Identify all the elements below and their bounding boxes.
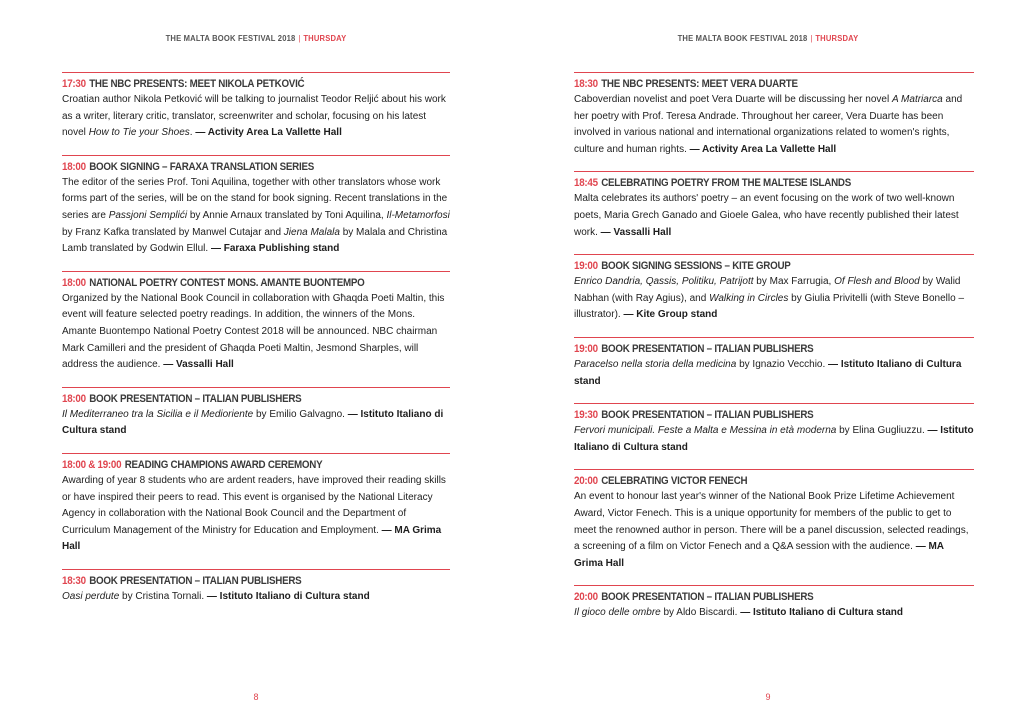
event-title: BOOK PRESENTATION – ITALIAN PUBLISHERS [601,409,814,422]
festival-title: THE MALTA BOOK FESTIVAL 2018 [165,34,296,43]
event-entry [574,403,974,456]
event-time: 19:00 [574,342,598,355]
book-title: Il-Metamorfosi [386,209,450,221]
event-title: BOOK PRESENTATION – ITALIAN PUBLISHERS [601,342,814,355]
event-entry [574,337,974,390]
event-description [574,357,974,390]
event-description [574,92,974,158]
event-heading [574,77,918,92]
event-venue: — Istituto Italiano di Cultura stand [206,590,370,602]
description-text: Awarding of year 8 students who are ardent readers, have improved their reading skills or have inspired their peers to read. This event is organised by the National Literacy Agency in collaboration with the National Book Council and the Department of Curriculum Management of the Ministry for Education and Employment. [62,474,446,536]
description-text: by Giulia Privitelli (with Steve Bonello – illustrator). [574,292,965,321]
event-venue: — Istituto Italiano di Cultura stand [574,425,974,453]
event-time: 18:00 [62,392,86,405]
event-description [574,605,974,622]
event-description [574,489,974,572]
event-list [574,72,974,635]
event-description [574,423,974,456]
book-title: Oasi perdute [62,590,120,602]
description-text: by Aldo Biscardi. [660,607,741,619]
book-title: Jiena Malala [283,226,340,238]
event-heading [574,590,918,605]
event-title: BOOK PRESENTATION – ITALIAN PUBLISHERS [89,392,302,405]
event-description [62,407,450,440]
event-entry [574,469,974,572]
description-text: by Malala and Christina Lamb translated by Godwin Ellul. [62,226,448,255]
book-title: Paracelso nella storia della medicina [574,358,737,370]
event-entry [574,254,974,324]
event-venue: — Activity Area La Vallette Hall [195,127,342,139]
event-heading [574,474,918,489]
event-venue: — Activity Area La Vallette Hall [689,143,837,155]
event-heading [62,458,396,473]
description-text: The editor of the series Prof. Toni Aquilina, together with other translators whose work forms part of the series, will be on the stand for book signing. Recent translations in the series are [62,176,448,221]
event-time: 18:00 [62,276,86,289]
event-time: 18:45 [574,177,598,190]
description-text: An event to honour last year's winner of the National Book Prize Lifetime Achievement Award, Victor Fenech. This is a unique opportunity for members of the public to get to meet the renowned author in person. There will be a panel discussion, selected readings, a screening of a film on Victor Fenech and a Q&A session with the audience. [574,491,969,553]
event-description [574,274,974,324]
book-title: How to Tie your Shoes [88,127,190,139]
description-text: by Max Farrugia, [753,276,835,288]
book-title: Il gioco delle ombre [574,607,661,619]
event-venue: — Istituto Italiano di Cultura stand [574,358,962,387]
header-day: THURSDAY [815,34,859,43]
book-title: Walking in Circles [709,292,789,304]
running-head [13,34,499,43]
description-text: by Elina Gugliuzzu. [836,425,928,437]
event-venue: — Vassalli Hall [600,226,672,238]
event-time: 20:00 [574,591,598,604]
event-heading [574,342,918,357]
page-number: 8 [253,692,259,702]
event-time: 18:30 [62,574,86,587]
event-description [574,191,974,241]
festival-title: THE MALTA BOOK FESTIVAL 2018 [677,34,808,43]
book-title: Passjoni Semplići [108,209,188,221]
event-time: 19:00 [574,260,598,273]
event-title: NATIONAL POETRY CONTEST MONS. AMANTE BUONTEMPO [89,276,365,289]
right-page [512,0,1024,727]
event-title: BOOK SIGNING – FARAXA TRANSLATION SERIES [89,160,315,173]
event-heading [574,176,918,191]
event-title: BOOK SIGNING SESSIONS – KITE GROUP [601,260,791,273]
book-title: Of Flesh and Blood [834,276,920,288]
event-venue: — Vassalli Hall [163,359,234,371]
event-heading [62,160,396,175]
event-title: READING CHAMPIONS AWARD CEREMONY [124,458,323,471]
description-text: . [189,127,196,139]
description-text: Malta celebrates its authors' poetry – an event focusing on the work of two well-known poets, Maria Grech Ganado and Gioele Galea, who have recently published their latest work. [574,193,959,238]
event-heading [574,408,918,423]
event-entry [62,569,450,606]
book-title: Il Mediterraneo tra la Sicilia e il Medioriente [62,408,254,420]
event-entry [62,271,450,374]
event-title: BOOK PRESENTATION – ITALIAN PUBLISHERS [89,574,302,587]
running-head [525,34,1011,43]
event-entry [574,171,974,241]
event-entry [62,453,450,556]
event-description [62,175,450,258]
description-text: Organized by the National Book Council in collaboration with Għaqda Poeti Maltin, this event will feature selected poetry readings. In addition, the winners of the Mons. Amante Buontempo National Poetry Contest 2018 will be announced. NBC chairman Mark Camilleri and the president of Għaqda Poeti Maltin, Jesmond Sharples, will address the audience. [62,292,445,371]
description-text: by Walid Nabhan (with Ray Agius), and [574,276,961,304]
event-title: CELEBRATING VICTOR FENECH [601,475,748,488]
event-venue: — Istituto Italiano di Cultura stand [62,408,444,437]
header-day: THURSDAY [303,34,347,43]
event-time: 19:30 [574,409,598,422]
event-description [62,473,450,556]
event-title: BOOK PRESENTATION – ITALIAN PUBLISHERS [601,591,814,604]
description-text: Croatian author Nikola Petković will be talking to journalist Teodor Reljić about his work as a writer, literary critic, translator, screenwriter and scholar, focusing on his latest novel [62,94,446,139]
event-description [62,92,450,142]
event-venue: — MA Grima Hall [574,541,944,569]
event-heading [62,392,396,407]
event-time: 18:00 & 19:00 [62,458,122,471]
description-text: by Annie Arnaux translated by Toni Aquilina, [187,209,387,221]
event-entry [62,155,450,258]
event-title: CELEBRATING POETRY FROM THE MALTESE ISLANDS [601,177,851,190]
event-title: THE NBC PRESENTS: MEET NIKOLA PETKOVIĆ [89,78,305,90]
event-venue: — Istituto Italiano di Cultura stand [740,607,903,619]
event-list [62,72,450,618]
event-heading [62,77,396,92]
event-entry [62,72,450,142]
description-text: and her poetry with Prof. Teresa Andrade. Throughout her career, Vera Duarte has been involved in various national and international organizations related to women's rights, culture and human rights. [574,94,963,155]
description-text: by Cristina Tornali. [119,590,207,602]
description-text: by Emilio Galvagno. [253,408,348,420]
event-time: 18:30 [574,78,598,90]
event-entry [62,387,450,440]
description-text: by Franz Kafka translated by Manwel Cutajar and [62,226,284,238]
event-entry [574,72,974,158]
header-separator: | [298,34,301,43]
event-time: 18:00 [62,160,86,173]
description-text: Caboverdian novelist and poet Vera Duarte will be discussing her novel [574,94,892,105]
event-description [62,589,450,606]
event-time: 17:30 [62,78,86,90]
event-heading [62,276,396,291]
book-title: Enrico Dandria, Qassis, Politiku, Patrijott [574,276,754,288]
book-title: A Matriarca [891,94,943,105]
event-description [62,291,450,374]
description-text: by Ignazio Vecchio. [736,358,829,370]
event-venue: — Kite Group stand [623,309,718,321]
event-title: THE NBC PRESENTS: MEET VERA DUARTE [601,78,798,90]
event-entry [574,585,974,622]
event-heading [62,574,396,589]
page-number: 9 [765,692,771,702]
event-heading [574,259,918,274]
event-time: 20:00 [574,475,598,488]
event-venue: — Faraxa Publishing stand [210,243,340,255]
header-separator: | [810,34,813,43]
book-title: Fervori municipali. Feste a Malta e Messina in età moderna [574,425,837,437]
event-venue: — MA Grima Hall [62,524,442,553]
